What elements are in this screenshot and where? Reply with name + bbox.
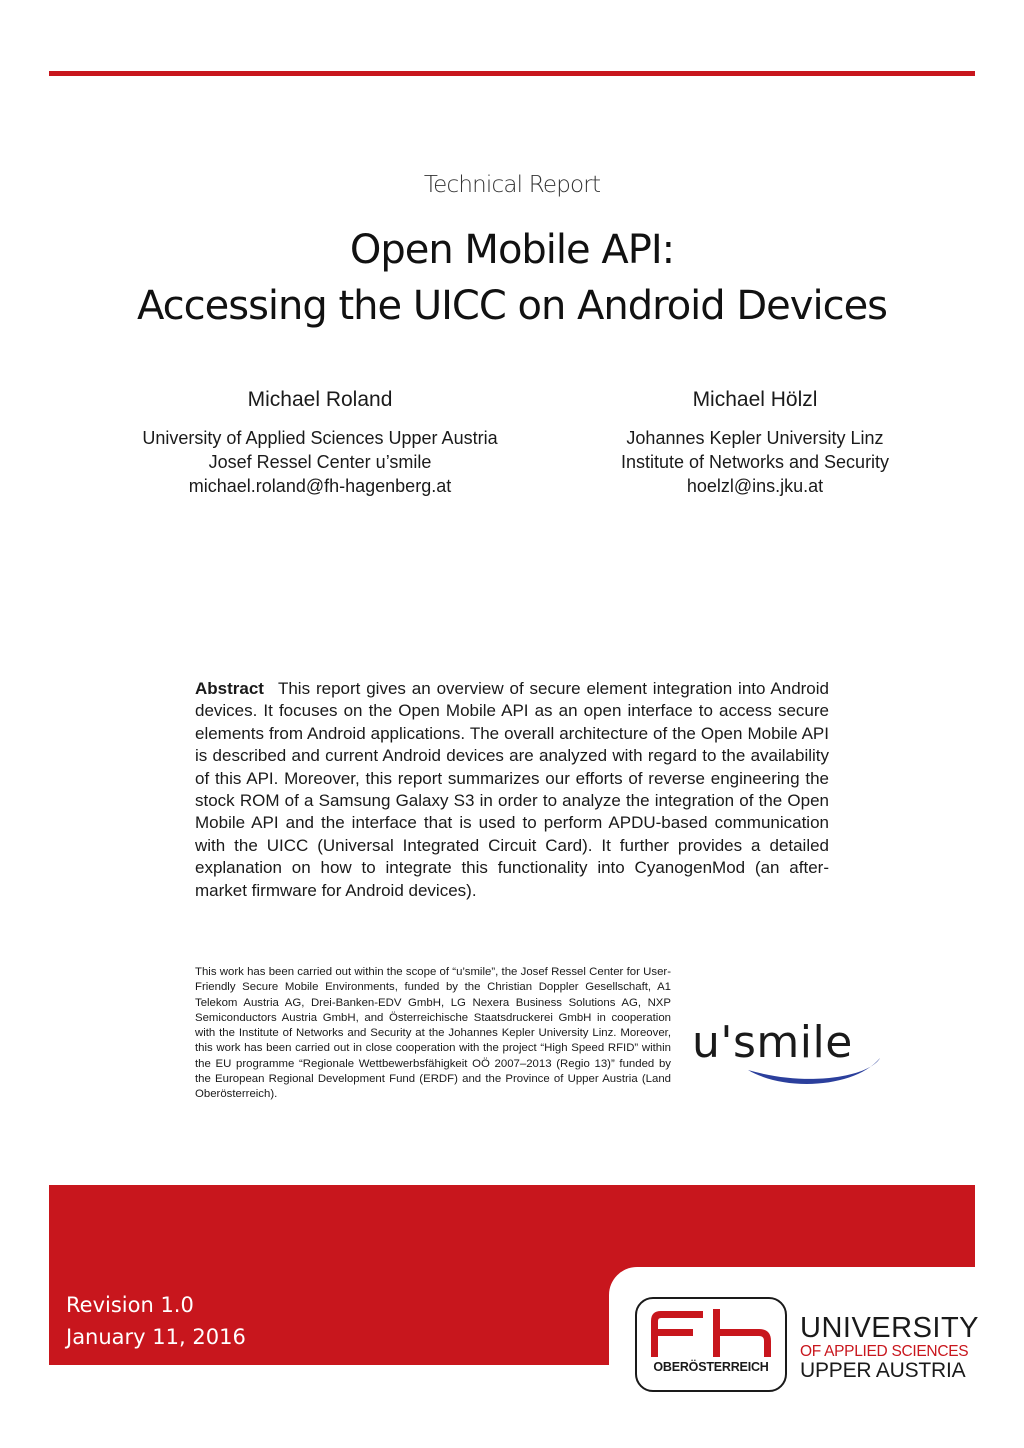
abstract-text: This report gives an overview of secure element integration into Android devices. It focuses on the Open Mobile API as an open interface to access secure elements from Android applications. The overall architecture of the Open Mobile API is described and current Android devices are analyzed with regard to the availability of this API. Moreover, this report summarizes our efforts of reverse engineering the stock ROM of a Samsung Galaxy S3 in order to analyze the integration of the Open Mobile API and the interface that is used to perform APDU-based communication with the UICC (Universal Integrated Circuit Card). It further provides a detailed explanation on how to integrate this functionality into CyanogenMod (an after-market firmware for Android devices). — [195, 679, 829, 900]
university-wordmark — [800, 1313, 980, 1382]
university-line-3: UPPER AUSTRIA — [800, 1359, 966, 1382]
revision-info — [66, 1289, 246, 1353]
author-email: hoelzl@ins.jku.at — [686, 476, 824, 496]
author-block-hoelzl — [585, 386, 925, 498]
fh-caption: OBERÖSTERREICH — [653, 1360, 769, 1374]
fh-letters-icon — [647, 1307, 775, 1359]
fh-logo — [635, 1297, 787, 1392]
top-rule — [49, 71, 975, 76]
report-title — [0, 222, 1024, 334]
usmile-logo-text: u'smile — [692, 1017, 853, 1068]
report-type: Technical Report — [423, 172, 601, 198]
university-line-2: OF APPLIED SCIENCES — [800, 1343, 969, 1360]
abstract — [195, 678, 829, 902]
author-name: Michael Hölzl — [692, 388, 818, 411]
author-affiliation: University of Applied Sciences Upper Austria — [142, 428, 498, 448]
author-name: Michael Roland — [247, 388, 393, 411]
title-line-1: Open Mobile API: — [349, 227, 675, 273]
author-affiliation: Josef Ressel Center u’smile — [208, 452, 432, 472]
university-line-1: UNIVERSITY — [800, 1312, 980, 1344]
usmile-logo — [690, 1010, 890, 1090]
author-email: michael.roland@fh-hagenberg.at — [188, 476, 452, 496]
title-line-2: Accessing the UICC on Android Devices — [136, 283, 888, 329]
revision-label: Revision 1.0 — [66, 1293, 194, 1317]
author-affiliation: Institute of Networks and Security — [620, 452, 890, 472]
revision-date: January 11, 2016 — [66, 1325, 246, 1349]
author-block-roland — [100, 386, 540, 498]
abstract-label: Abstract — [195, 679, 264, 698]
funding-note: This work has been carried out within the scope of “u’smile”, the Josef Ressel Center for User-Friendly Secure Mobile Environments, funded by the Christian Doppler Gesellschaft, A1 Telekom Austria AG, Drei-Banken-EDV GmbH, LG Nexera Business Solutions AG, NXP Semiconductors Austria GmbH, and Österreichische Staatsdruckerei GmbH in cooperation with the Institute of Networks and Security at the Johannes Kepler University Linz. Moreover, this work has been carried out in close cooperation with the project “High Speed RFID” within the EU programme “Regionale Wettbewerbsfähigkeit OÖ 2007–2013 (Regio 13)” funded by the European Regional Development Fund (ERDF) and the Province of Upper Austria (Land Oberösterreich). — [195, 966, 671, 1101]
author-affiliation: Johannes Kepler University Linz — [626, 428, 884, 448]
